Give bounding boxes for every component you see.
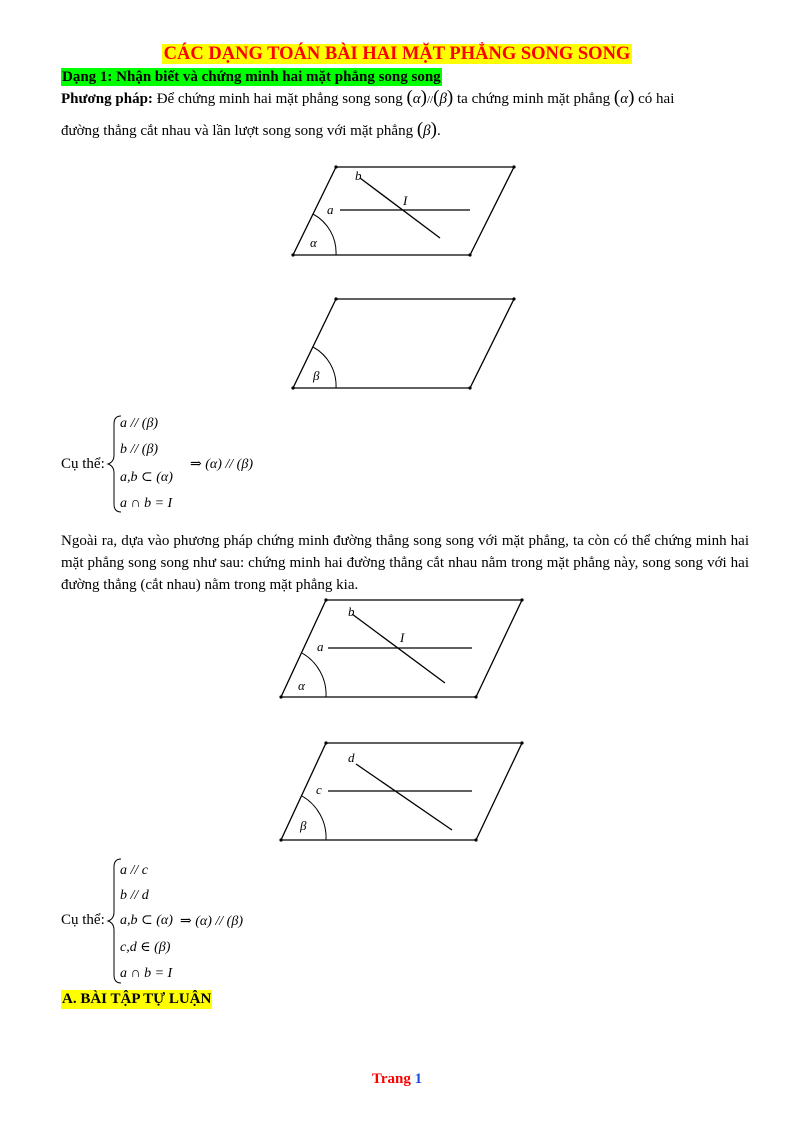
method-plane-beta: (β) xyxy=(416,119,437,140)
system-1-label: Cụ thể: xyxy=(61,456,105,472)
method-text-3: có hai xyxy=(638,91,675,107)
system-2-conclusion: ⇒ (α) // (β) xyxy=(180,914,243,929)
page-footer xyxy=(0,1071,794,1088)
figure-2-label-c: c xyxy=(316,782,322,797)
label-a: a xyxy=(327,202,334,217)
figure-2-label-b: b xyxy=(348,604,355,619)
system-2-label: Cụ thể: xyxy=(61,912,105,928)
system-1-line-1: a // (β) xyxy=(120,416,159,431)
label-b: b xyxy=(355,168,362,183)
system-2-line-2: b // d xyxy=(120,888,149,903)
system-1-line-2: b // (β) xyxy=(120,442,159,457)
figure-2-label-d: d xyxy=(348,750,355,765)
figure-2-label-beta: β xyxy=(300,818,307,833)
figure-2-alpha-angle-arc xyxy=(302,653,326,697)
label-I: I xyxy=(403,193,408,208)
exercise-heading: A. BÀI TẬP TỰ LUẬN xyxy=(62,991,212,1007)
footer-page-number: 1 xyxy=(414,1071,423,1087)
paragraph-2: Ngoài ra, dựa vào phương pháp chứng minh đường thẳng song song với mặt phẳng, ta còn có thể chứng minh hai mặt phẳng song song như sau: chứng minh hai đường thẳng cắt nhau nằm trong mặt phẳng này, song song với hai đường thẳng (cắt nhau) nằm trong mặt phẳng kia. xyxy=(61,533,749,593)
system-1-line-3: a,b ⊂ (α) xyxy=(120,470,173,485)
label-alpha: α xyxy=(310,235,317,250)
label-beta: β xyxy=(313,368,320,383)
figure-2-label-alpha: α xyxy=(298,678,305,693)
footer-page-word: Trang xyxy=(371,1071,411,1087)
method-paragraph-line-2: đường thẳng cắt nhau và lần lượt song song với mặt phẳng (β). xyxy=(61,119,441,140)
method-plane-alpha: (α) xyxy=(613,87,635,108)
method-label: Phương pháp: xyxy=(61,91,153,107)
system-1-conclusion: ⇒ (α) // (β) xyxy=(190,457,253,472)
system-2-line-1: a // c xyxy=(120,863,148,878)
system-2-line-3: a,b ⊂ (α) xyxy=(120,913,173,928)
line-b xyxy=(360,178,440,238)
figure-2-line-d xyxy=(356,764,452,830)
method-text-4: đường thẳng cắt nhau và lần lượt song song với mặt phẳng xyxy=(61,123,414,139)
figure-2-label-I: I xyxy=(400,630,405,645)
figure-2-label-a: a xyxy=(317,639,324,654)
section-heading: Dạng 1: Nhận biết và chứng minh hai mặt phẳng song song xyxy=(62,69,441,85)
method-text-2: ta chứng minh mặt phẳng xyxy=(457,91,611,107)
system-2-line-4: c,d ∈ (β) xyxy=(120,940,171,955)
system-1-line-4: a ∩ b = I xyxy=(120,496,173,511)
plane-beta-shape xyxy=(293,299,514,388)
method-formula: (α)//(β) xyxy=(406,87,454,108)
method-text-1: Để chứng minh hai mặt phẳng song song xyxy=(156,91,403,107)
system-2-line-5: a ∩ b = I xyxy=(120,966,173,981)
document-title-text: CÁC DẠNG TOÁN BÀI HAI MẶT PHẲNG SONG SONG xyxy=(163,44,631,64)
